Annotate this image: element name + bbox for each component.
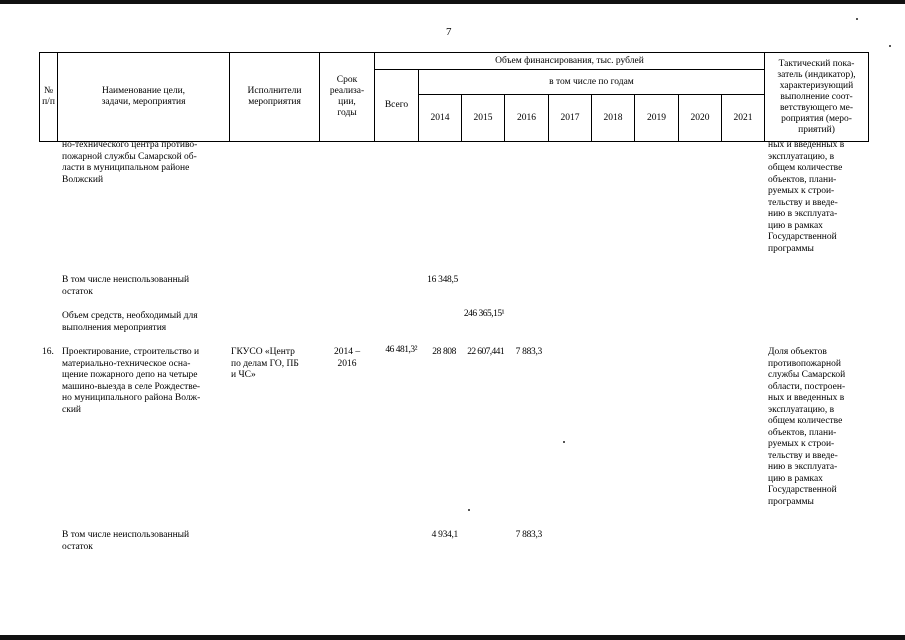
header-executors: Исполнители мероприятия	[230, 53, 320, 142]
scan-speck	[889, 45, 891, 47]
row16-term: 2014 – 2016	[333, 347, 361, 369]
header-year-2021: 2021	[722, 95, 765, 142]
header-year-2020: 2020	[679, 95, 722, 142]
cont-name: но-технического центра противо- пожарной службы Самарской об- ласти в муниципальном районе Волжский	[62, 140, 198, 185]
header-year-2014: 2014	[419, 95, 462, 142]
cont-indicator: ных и введенных в эксплуатацию, в общем количестве объектов, плани- руемых к строи- тельству и введе- нию в эксплуата- цию в рамках Государственной программы	[768, 140, 845, 254]
header-funding: Объем финансирования, тыс. рублей	[375, 53, 765, 70]
header-year-2017: 2017	[549, 95, 592, 142]
row16-2015: 22 607,441	[467, 347, 504, 357]
header-table	[39, 52, 869, 142]
row16-num: 16.	[42, 347, 54, 357]
header-num: № п/п	[40, 53, 58, 142]
row16-executor: ГКУСО «Центр по делам ГО, ПБ и ЧС»	[231, 347, 299, 380]
scan-speck	[563, 441, 565, 443]
required-label: Объем средств, необходимый для выполнения мероприятия	[62, 311, 198, 333]
unused-label-2: В том числе неиспользованный остаток	[62, 530, 190, 552]
scan-speck	[468, 509, 470, 511]
header-year-2015: 2015	[462, 95, 505, 142]
header-name: Наименование цели, задачи, мероприятия	[58, 53, 230, 142]
row16-2016: 7 883,3	[515, 347, 542, 357]
row16-2014: 28 808	[432, 347, 456, 357]
required-2015: 246 365,15¹	[463, 309, 504, 319]
top-border	[0, 0, 905, 4]
row16-total: 46 481,3²	[385, 345, 417, 355]
header-year-2019: 2019	[635, 95, 679, 142]
unused-label-1: В том числе неиспользованный остаток	[62, 275, 190, 297]
unused-1-2014: 16 348,5	[427, 275, 458, 285]
header-total: Всего	[375, 70, 419, 142]
page-number: 7	[446, 26, 452, 38]
scan-speck	[856, 18, 858, 20]
row16-indicator: Доля объектов противопожарной службы Самарской области, построен- ных и введенных в эксплуатацию, в общем количестве объектов, плани- руемых к строи- тельству и введе- нию в эксплуата- цию в рамках Государственной программы	[768, 347, 846, 507]
unused-2-2016: 7 883,3	[515, 530, 542, 540]
header-year-2018: 2018	[592, 95, 635, 142]
header-term: Срок реализа- ции, годы	[320, 53, 375, 142]
row16-name: Проектирование, строительство и материально-техническое осна- щение пожарного депо на четыре машино-выезда в селе Рождестве- но муниципального района Волж- ский	[62, 347, 201, 415]
header-year-2016: 2016	[505, 95, 549, 142]
bottom-border	[0, 635, 905, 640]
header-indicator: Тактический пока- затель (индикатор), характеризующий выполнение соот- ветствующего ме- роприятия (меро- приятий)	[765, 53, 869, 142]
header-by-years: в том числе по годам	[419, 70, 765, 95]
unused-2-2014: 4 934,1	[431, 530, 458, 540]
